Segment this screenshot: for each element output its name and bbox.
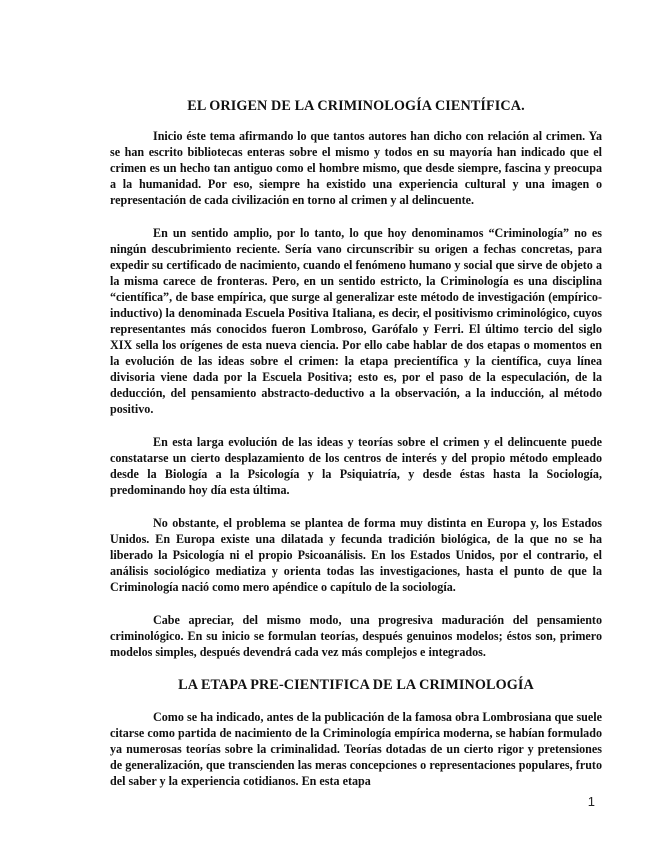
section-heading-pre-scientific: LA ETAPA PRE-CIENTIFICA DE LA CRIMINOLOGÍA	[178, 677, 534, 693]
paragraph: En un sentido amplio, por lo tanto, lo que hoy denominamos “Criminología” no es ningún descubrimiento reciente. Sería vano circunscribir su origen a fechas concretas, para expedir su certificado de nacimiento, cuando el fenómeno humano y social que sirve de objeto a la misma carece de fronteras. Pero, en un sentido estricto, la Criminología es una disciplina “científica”, de base empírica, que surge al generalizar este método de investigación (empírico-inductivo) la denominada Escuela Positiva Italiana, es decir, el positivismo criminológico, cuyos representantes más conocidos fueron Lombroso, Garófalo y Ferri. El último tercio del siglo XIX sella los orígenes de esta nueva ciencia. Por ello cabe hablar de dos etapas o momentos en la evolución de las ideas sobre el crimen: la etapa precientífica y la científica, cuya línea divisoria viene dada por la Escuela Positiva; esto es, por el paso de la especulación, de la deducción, del pensamiento abstracto-deductivo a la observación, a la inducción, al método positivo.	[110, 226, 602, 416]
page-number: 1	[587, 794, 595, 809]
page-content	[110, 98, 602, 789]
paragraph: Cabe apreciar, del mismo modo, una progresiva maduración del pensamiento criminológico. En su inicio se formulan teorías, después genuinos modelos; éstos son, primero modelos simples, después devendrá cada vez más complejos e integrados.	[110, 613, 602, 659]
paragraph: Inicio éste tema afirmando lo que tantos autores han dicho con relación al crimen. Ya se han escrito bibliotecas enteras sobre el mismo y todos en su mayoría han indicado que el crimen es un hecho tan antiguo como el hombre mismo, que desde siempre, fascina y preocupa a la humanidad. Por eso, siempre ha existido una experiencia cultural y una imagen o representación de cada civilización en torno al crimen y al delincuente.	[110, 129, 602, 207]
section-heading-origin: EL ORIGEN DE LA CRIMINOLOGÍA CIENTÍFICA.	[187, 98, 525, 114]
paragraph: Como se ha indicado, antes de la publicación de la famosa obra Lombrosiana que suele citarse como partida de nacimiento de la Criminología empírica moderna, se habían formulado ya numerosas teorías sobre la criminalidad. Teorías dotadas de un cierto rigor y pretensiones de generalización, que transcienden las meras concepciones o representaciones populares, fruto del saber y la experiencia cotidianos. En esta etapa	[110, 710, 602, 788]
paragraph: No obstante, el problema se plantea de forma muy distinta en Europa y, los Estados Unidos. En Europa existe una dilatada y fecunda tradición biológica, de la que no se ha liberado la Psicología ni el propio Psicoanálisis. En los Estados Unidos, por el contrario, el análisis sociológico mediatiza y orienta todas las investigaciones, hasta el punto de que la Criminología nació como mero apéndice o capítulo de la sociología.	[110, 516, 602, 594]
paragraph: En esta larga evolución de las ideas y teorías sobre el crimen y el delincuente puede constatarse un cierto desplazamiento de los centros de interés y del propio método empleado desde la Biología a la Psicología y la Psiquiatría, y desde éstas hasta la Sociología, predominando hoy día esta última.	[110, 435, 602, 497]
